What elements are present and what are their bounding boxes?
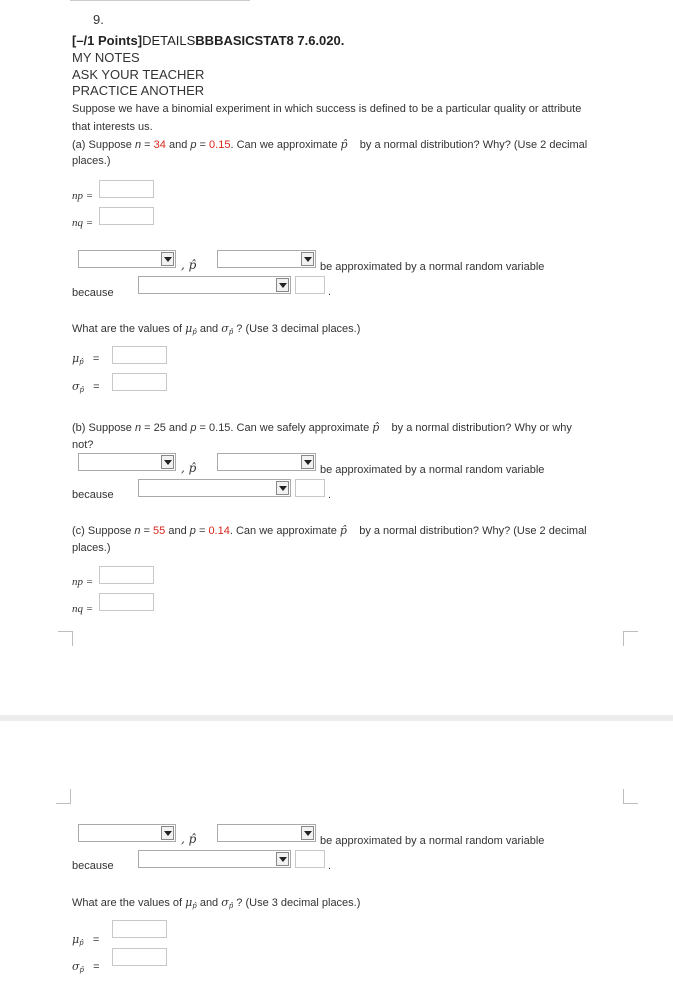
because-input-b[interactable]	[295, 479, 325, 497]
period-c: .	[328, 860, 332, 872]
because-select-b[interactable]	[138, 479, 291, 497]
can-cannot-select-c[interactable]	[78, 824, 176, 842]
because-input-c[interactable]	[295, 850, 325, 868]
details-link[interactable]: DETAILS	[142, 33, 196, 48]
intro-text-2: that interests us.	[72, 121, 153, 133]
points-label: [–/1 Points]	[72, 33, 143, 48]
nq-label-c: nq =	[72, 603, 94, 615]
top-rule	[70, 0, 250, 1]
sigma-input-c[interactable]	[112, 948, 167, 966]
page-corner-bl	[56, 789, 71, 804]
intro-text-1: Suppose we have a binomial experiment in which success is defined to be a particular quality or attribute	[72, 103, 582, 115]
period-a: .	[328, 286, 332, 298]
sigma-label-c: $\sigma_{p̂}$ =	[72, 960, 100, 974]
mu-label-c: $\mu_{p̂}$ =	[72, 933, 100, 947]
be-approx-b: be approximated by a normal random variable	[320, 464, 545, 476]
part-b-question-end: not?	[72, 439, 94, 451]
page-divider	[0, 715, 673, 721]
page-corner-tr	[623, 631, 638, 646]
comma-phat-a: , p̂	[181, 258, 197, 272]
part-c-question: (c) Suppose n = 55 and p = 0.14. Can we approximate p̂ by a normal distribution? Why? (Use 2 decimal	[72, 524, 587, 537]
because-label-a: because	[72, 287, 114, 299]
n-value-c: 55	[153, 525, 166, 537]
nq-input-c[interactable]	[99, 593, 154, 611]
chevron-down-icon	[301, 455, 314, 469]
chevron-down-icon	[161, 455, 174, 469]
n-value: 34	[153, 139, 166, 151]
sigma-label-a: $\sigma_{p̂}$ =	[72, 380, 100, 394]
np-label: np =	[72, 190, 94, 202]
question-header	[72, 33, 344, 48]
comma-phat-c: , p̂	[181, 832, 197, 846]
p-value-c: 0.14	[208, 525, 230, 537]
np-input-c[interactable]	[99, 566, 154, 584]
chevron-down-icon	[276, 481, 289, 495]
ask-teacher-link[interactable]: ASK YOUR TEACHER	[72, 67, 205, 82]
period-b: .	[328, 489, 332, 501]
because-select-c[interactable]	[138, 850, 291, 868]
can-cannot-select-a[interactable]	[78, 250, 176, 268]
part-a-question: (a) Suppose n = 34 and p = 0.15. Can we approximate p̂ by a normal distribution? Why? (Use 2 decimal	[72, 138, 588, 151]
practice-another-link[interactable]: PRACTICE ANOTHER	[72, 83, 205, 98]
because-label-b: because	[72, 489, 114, 501]
question-number: 9.	[93, 12, 104, 27]
chevron-down-icon	[161, 252, 174, 266]
phat-select-a[interactable]	[217, 250, 316, 268]
be-approx-a: be approximated by a normal random variable	[320, 261, 545, 273]
part-b-question: (b) Suppose n = 25 and p = 0.15. Can we safely approximate p̂ by a normal distribution? Why or why	[72, 421, 572, 434]
phat-select-c[interactable]	[217, 824, 316, 842]
chevron-down-icon	[276, 852, 289, 866]
page-corner-tl	[58, 631, 73, 646]
mu-input-a[interactable]	[112, 346, 167, 364]
chevron-down-icon	[301, 252, 314, 266]
because-input-a[interactable]	[295, 276, 325, 294]
phat-select-b[interactable]	[217, 453, 316, 471]
nq-label: nq =	[72, 217, 94, 229]
np-input-a[interactable]	[99, 180, 154, 198]
values-question-a: What are the values of $\mu_{p̂}$ and $\sigma_{p̂}$ ? (Use 3 decimal places.)	[72, 322, 361, 336]
because-select-a[interactable]	[138, 276, 291, 294]
my-notes-link[interactable]: MY NOTES	[72, 50, 140, 65]
chevron-down-icon	[301, 826, 314, 840]
question-code: BBBASICSTAT8 7.6.020.	[195, 33, 345, 48]
part-c-question-end: places.)	[72, 542, 111, 554]
comma-phat-b: , p̂	[181, 461, 197, 475]
because-label-c: because	[72, 860, 114, 872]
page-corner-br	[623, 789, 638, 804]
np-label-c: np =	[72, 576, 94, 588]
chevron-down-icon	[161, 826, 174, 840]
values-question-c: What are the values of $\mu_{p̂}$ and $\sigma_{p̂}$ ? (Use 3 decimal places.)	[72, 896, 361, 910]
mu-input-c[interactable]	[112, 920, 167, 938]
part-a-question-end: places.)	[72, 155, 111, 167]
sigma-input-a[interactable]	[112, 373, 167, 391]
mu-label-a: $\mu_{p̂}$ =	[72, 352, 100, 366]
p-value: 0.15	[209, 139, 231, 151]
nq-input-a[interactable]	[99, 207, 154, 225]
be-approx-c: be approximated by a normal random variable	[320, 835, 545, 847]
can-cannot-select-b[interactable]	[78, 453, 176, 471]
chevron-down-icon	[276, 278, 289, 292]
